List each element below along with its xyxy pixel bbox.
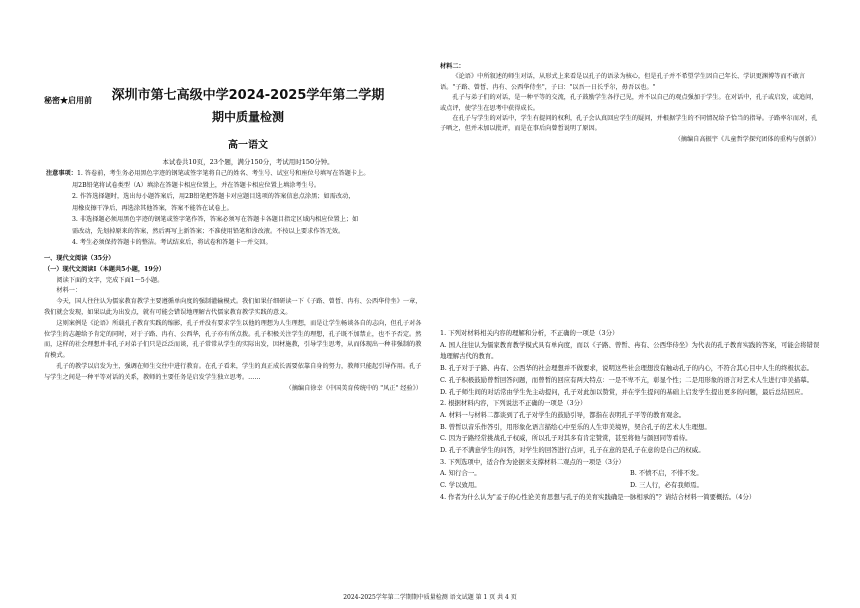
material-2-paragraph: 在孔子与学生的对话中，学生有提问的权利，孔子会认真回应学生的疑问，并根据学生的不同情况给予恰当的指导。子路率尔而对，孔子哂之，但并未加以批评，而是在事后向曾皙说明了原因。 <box>440 115 818 133</box>
material-1-paragraph: 今天，国人往往认为儒家教育教学主要遵循单向度的强制灌输模式。我们如果仔细研读一下《子路、曾皙、冉有、公西华侍坐》一章，我们就会发现，如果以此为出发点，就有可能会错误地理解古代儒家教育教学实践的意义。 <box>44 298 422 316</box>
question-option: D. 孔子师生间的对话常由学生先主动提问，孔子对此加以赞赏，并在学生提问的基础上启发学生提出更多的问题，最后总结回应。 <box>440 387 807 396</box>
question-option: C. 学以致用。 <box>440 481 481 490</box>
reading-section <box>44 254 422 394</box>
exam-info: 本试卷共10页，23个题，满分150分，考试用时150分钟。 <box>162 158 334 166</box>
page-footer: 2024-2025学年第二学期期中质量检测 语文试题 第 1 页 共 4 页 <box>343 594 517 601</box>
question-3-options-row <box>440 480 820 492</box>
material-1-label: 材料一： <box>56 287 82 295</box>
secret-label: 秘密★启用前 <box>44 95 92 105</box>
material-1-source: （摘编自徐幸《中国美育传统中的 "风正" 经验》） <box>285 384 422 392</box>
subject-title: 高一语文 <box>228 140 268 151</box>
question-option: C. 孔子积极鼓励曾皙回答问题，而曾皙的回应有两大特点：一是不卑不亢，彰显个性；二是用形象的语言对艺术人生进行审美描摹。 <box>440 375 813 384</box>
question-option: B. 不愤不启，不悱不发。 <box>630 469 703 478</box>
questions <box>440 328 820 504</box>
material-2 <box>440 62 820 145</box>
notice-label: 注意事项： <box>46 170 77 177</box>
question-option: D. 三人行，必有我师焉。 <box>630 481 703 490</box>
material-2-paragraph: 孔子与弟子们的对话，是一种平等的交流，孔子鼓励学生各抒己见，并不以自己的观点强加于学生。在对话中，孔子或启发，或追问，或点评，使学生在思考中获得成长。 <box>440 94 818 112</box>
question-option: B. 曾皙以音乐作答引，用形象化语言描绘心中至乐的人生审美境界，契合孔子的艺术人生理想。 <box>440 422 711 431</box>
question-option: A. 材料一与材料二都谈到了孔子对学生的鼓励引导，都指在表明孔子平等的教育观念。 <box>440 410 686 419</box>
material-2-source: （摘编自高振宇《儿童哲学探究团体的重构与创新》） <box>674 135 820 143</box>
notice-item: 4. 考生必须保持答题卡的整洁。考试结束后，将试卷和答题卡一并交回。 <box>72 239 272 246</box>
question-option: C. 因为子路经常挑战孔子权威，所以孔子对其多有肯定赞赏，甚至将他与颜回同等看待。 <box>440 434 692 443</box>
material-1-paragraph: 孔子的教学以启发为主，强调在师生交往中进行教育。在孔子看来，学生的真正成长需要依靠自身的努力，教师只能起引导作用。孔子与学生之间是一种平等对话的关系，教师的主要任务是启发学生独立思考。…… <box>44 362 422 381</box>
exam-title: 期中质量检测 <box>211 110 284 124</box>
notice-item: 2. 作答选择题时，选出每小题答案后，用2B铅笔把答题卡对应题目选项的答案信息点涂黑；如需改动， <box>72 193 355 200</box>
material-2-paragraph: 《论语》中所叙述的师生对话，从形式上来看是以孔子的语录为核心，但是孔子并不希望学生因自己年长、学识更渊博等而不敢言语。"子路、曾皙、冉有、公西华侍坐"，子曰："以吾一日长乎尔，毋吾以也。" <box>440 73 806 91</box>
material-2-label: 材料二： <box>440 63 465 70</box>
question-3: 3. 下列选项中，适合作为论据来支撑材料二观点的一项是（3分） <box>440 457 625 466</box>
notice-item: 注意事项：1. 答卷前，考生务必用黑色字迹的钢笔或签字笔将自己的姓名、考生号、试室号和座位号填写在答题卡上。 <box>46 170 370 177</box>
question-option: A. 知行合一。 <box>440 469 481 478</box>
notice-block <box>46 168 422 249</box>
question-option: A. 国人往往认为儒家教育教学模式具有单向度，而以《子路、曾皙、冉有、公西华侍坐》为代表的孔子教育实践的答案，可能会将错误地理解古代的教育。 <box>440 340 820 361</box>
subsection-title: （一）现代文阅读Ⅰ（本题共5小题，19分） <box>44 265 165 273</box>
school-title: 深圳市第七高级中学2024-2025学年第二学期 <box>111 88 385 103</box>
material-1-paragraph: 这则案例是《论语》所载孔子教育实践的缩影，孔子并没有要求学生以他的理想为人生理想，而是让学生畅谈各自的志向，但孔子对各位学生的志趣给予肯定的同时，对于子路、冉有、公西华，孔子亦有所点拨。孔子积极关注学生的理想，孔子既不加禁止，也不予否定。然而，这样的社会理想并非孔子对弟子们只是泛泛而谈，孔子常常从学生的实际出发，因材施教，引导学生思考，从而体现出一种非强制的教育模式。 <box>44 319 422 360</box>
notice-item: 用橡皮擦干净后，再选涂其他答案，答案不能答在试卷上。 <box>72 204 233 212</box>
instruction: 阅读下面的文字，完成下面1～5小题。 <box>56 276 164 284</box>
question-option: B. 孔子对于子路、冉有、公西华的社会理想并不做要求，说明这些社会理想没有触动孔子的内心，不符合其心目中人生的终极状态。 <box>440 364 814 373</box>
question-option: D. 孔子不满意学生的问答，对学生的回答进行点评，孔子在意的是孔子在意的是自己的权威。 <box>440 446 705 455</box>
question-2: 2. 根据材料内容，下列说法不正确的一项是（3分） <box>440 399 587 408</box>
section-title: 一、现代文阅读（35分） <box>44 255 115 262</box>
question-4: 4. 作者为什么认为"孟子的心性论美育思想与孔子的美育实践确是一脉相承的"？请结合材料一简要概括。（4分） <box>440 492 756 501</box>
question-3-options-row <box>440 468 820 480</box>
notice-item: 用2B铅笔将试卷类型（A）填涂在答题卡相应位置上，并在答题卡相应位置上填涂考生号。 <box>72 181 321 189</box>
question-1: 1. 下列对材料相关内容的理解和分析，不正确的一项是（3分） <box>440 329 619 337</box>
notice-item: 需改动，先划掉原来的答案，然后再写上新答案；不准使用铅笔和涂改液。不按以上要求作答无效。 <box>72 227 345 235</box>
notice-item: 3. 非选择题必须用黑色字迹的钢笔或签字笔作答，答案必须写在答题卡各题目指定区域内相应位置上；如 <box>72 216 359 223</box>
